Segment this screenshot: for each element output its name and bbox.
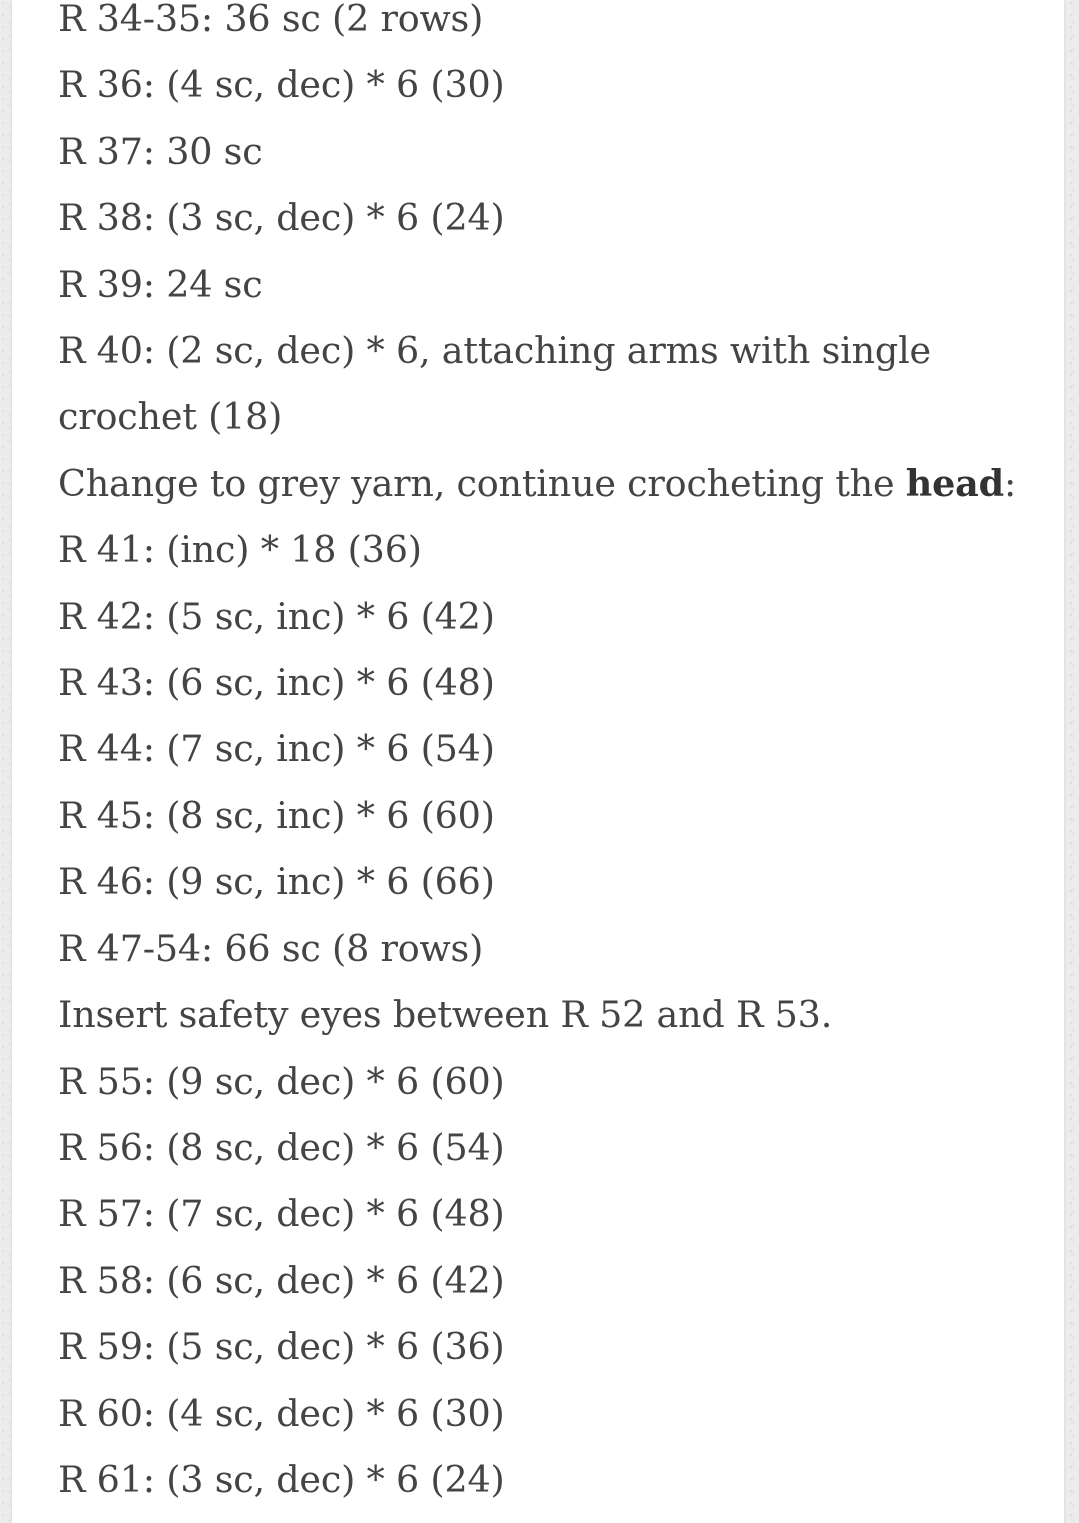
pattern-row-45: R 45: (8 sc, inc) * 6 (60) xyxy=(58,793,495,837)
pattern-row-40: R 40: (2 sc, dec) * 6, attaching arms with single crochet (18) xyxy=(58,329,931,439)
pattern-row-44: R 44: (7 sc, inc) * 6 (54) xyxy=(58,727,495,771)
pattern-row-59: R 59: (5 sc, dec) * 6 (36) xyxy=(58,1325,505,1369)
head-note-prefix: Change to grey yarn, continue crocheting the xyxy=(58,461,906,505)
pattern-row-43: R 43: (6 sc, inc) * 6 (48) xyxy=(58,661,495,705)
pattern-row-55: R 55: (9 sc, dec) * 6 (60) xyxy=(58,1059,505,1103)
head-note-bold: head xyxy=(905,461,1004,505)
pattern-row-37: R 37: 30 sc xyxy=(58,129,263,173)
pattern-row-42: R 42: (5 sc, inc) * 6 (42) xyxy=(58,594,495,638)
pattern-row-39: R 39: 24 sc xyxy=(58,262,263,306)
article-content-panel xyxy=(12,0,1064,1523)
pattern-row-57: R 57: (7 sc, dec) * 6 (48) xyxy=(58,1192,505,1236)
pattern-row-41: R 41: (inc) * 18 (36) xyxy=(58,528,422,572)
pattern-row-58: R 58: (6 sc, dec) * 6 (42) xyxy=(58,1258,505,1302)
crochet-pattern-text xyxy=(58,0,1048,1513)
pattern-row-36: R 36: (4 sc, dec) * 6 (30) xyxy=(58,63,505,107)
safety-eyes-note: Insert safety eyes between R 52 and R 53. xyxy=(58,993,833,1037)
pattern-row-34-35: R 34-35: 36 sc (2 rows) xyxy=(58,0,484,40)
pattern-row-38: R 38: (3 sc, dec) * 6 (24) xyxy=(58,196,505,240)
pattern-row-46: R 46: (9 sc, inc) * 6 (66) xyxy=(58,860,495,904)
pattern-row-61: R 61: (3 sc, dec) * 6 (24) xyxy=(58,1457,505,1501)
head-note-suffix: : xyxy=(1003,461,1017,505)
pattern-row-56: R 56: (8 sc, dec) * 6 (54) xyxy=(58,1125,505,1169)
head-instruction-note xyxy=(58,451,1048,517)
pattern-row-60: R 60: (4 sc, dec) * 6 (30) xyxy=(58,1391,505,1435)
pattern-row-47-54: R 47-54: 66 sc (8 rows) xyxy=(58,926,484,970)
